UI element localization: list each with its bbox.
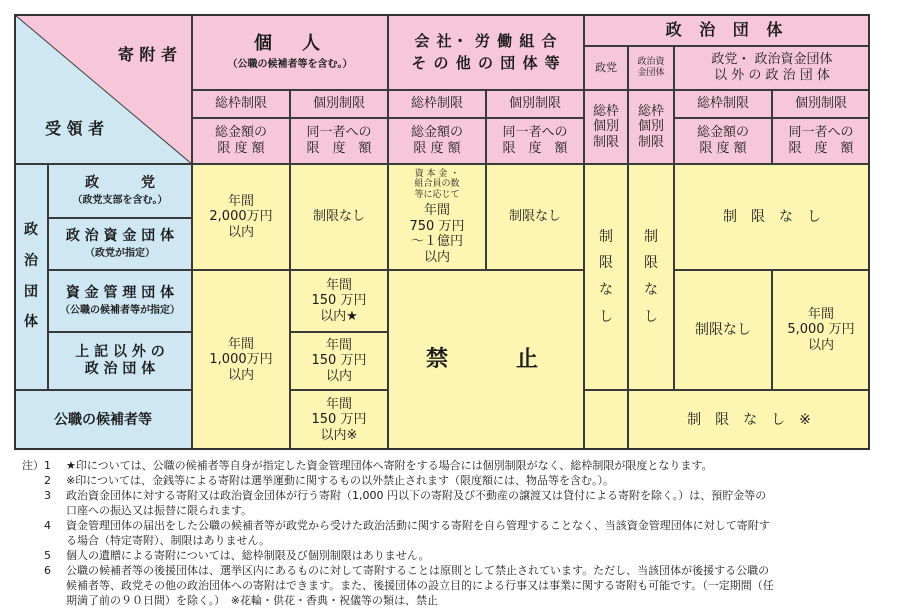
co-indiv-limit-header: 個別制限 xyxy=(486,90,584,118)
ind-same-person-header: 同一者への 限 度 額 xyxy=(290,118,388,164)
pol-total-limit-header: 総枠制限 xyxy=(674,90,772,118)
row-other-org: 上 記 以 外 の 政 治 団 体 xyxy=(48,332,192,390)
ind-total-amount-header: 総金額の 限 度 額 xyxy=(192,118,290,164)
row-party xyxy=(48,164,192,218)
row-mgmt-org-sub: （公職の候補者等が指定） xyxy=(60,304,180,316)
note-number: 6 xyxy=(44,564,51,577)
forbidden-cell: 禁 止 xyxy=(388,270,584,450)
ind-total-limit-header: 総枠制限 xyxy=(192,90,290,118)
note-3 xyxy=(22,488,882,518)
row-fund-org-sub: （政党が指定） xyxy=(85,247,155,259)
pol-indiv-limit-header: 個別制限 xyxy=(772,90,870,118)
party-total-indiv-header: 総枠 個別 制限 xyxy=(584,90,628,164)
note-text: ※印については、金銭等による寄附は選挙運動に関するもの以外禁止されます（限度額には、物品等を含む。）。 xyxy=(66,474,614,487)
diagonal-split xyxy=(15,15,192,164)
row-mgmt-org-label: 資 金 管 理 団 体 xyxy=(65,285,175,302)
row-candidate: 公職の候補者等 xyxy=(14,390,192,450)
fund-col-nolimit: 制 限 な し xyxy=(628,164,674,390)
ind-total-ab: 年間 2,000万円 以内 xyxy=(192,164,290,270)
row-fund-org xyxy=(48,218,192,270)
ind-same-other: 年間 150 万円 以内 xyxy=(290,332,388,390)
other-pol-header: 政党・ 政治資金団体 以 外 の 政 治 団 体 xyxy=(674,46,870,90)
note-2 xyxy=(22,473,882,488)
individual-title: 個 人 xyxy=(254,33,326,55)
pol-total-cd: 制限なし xyxy=(674,270,772,390)
note-text: 資金管理団体の届出をした公職の候補者等が政党から受けた政治活動に関する寄附を自ら管理することなく、当該資金管理団体に対して寄附す る場合（特定寄附）、制限はありません。 xyxy=(66,519,770,547)
note-text: 公職の候補者等の後援団体は、選挙区内にあるものに対して寄附することは原則として禁止されています。ただし、当該団体が後援する公職の 候補者等、政党その他の政治団体への寄附はできます。また、後援団体の設立目的による行事又は事業に関する寄附も可能です。（一定期間（任 期満了前の９０日間）を除く。） ※花輪・供花・香典・祝儀等の類は、禁止 xyxy=(66,564,774,607)
ind-same-candidate: 年間 150 万円 以内※ xyxy=(290,390,388,450)
note-6 xyxy=(22,563,882,608)
note-text: ★印については、公職の候補者等自身が指定した資金管理団体へ寄附をする場合には個別制限がなく、総枠制限が限度となります。 xyxy=(66,459,713,472)
individual-subtitle: （公職の候補者等を含む。） xyxy=(227,58,353,70)
row-party-label: 政 党 xyxy=(85,175,155,192)
capital-note: 資 本 金 ・ 組合員の数 等に応じて xyxy=(414,168,460,201)
note-text: 政治資金団体に対する寄附又は政治資金団体が行う寄附（1,000 円以下の寄附及び不動産の譲渡又は貸付による寄附を除く。）は、預貯金等の 口座への振込又は振替に限られます。 xyxy=(66,489,767,517)
co-total-limit-header: 総枠制限 xyxy=(388,90,486,118)
fund-org-header: 政治資 金団体 xyxy=(628,46,674,90)
notes xyxy=(22,458,882,608)
pol-same-person-header: 同一者への 限 度 額 xyxy=(772,118,870,164)
company-header: 会 社・ 労 働 組 合 そ の 他 の 団 体 等 xyxy=(388,14,584,90)
political-group-column: 政 治 団 体 xyxy=(14,164,48,390)
note-number: 4 xyxy=(44,519,51,532)
pol-indiv-cd: 年間 5,000 万円 以内 xyxy=(772,270,870,390)
ind-indiv-limit-header: 個別制限 xyxy=(290,90,388,118)
party-col-nolimit: 制 限 な し xyxy=(584,164,628,390)
notes-prefix: 注） xyxy=(22,459,44,472)
corp-total-ab xyxy=(388,164,486,270)
pol-total-amount-header: 総金額の 限 度 額 xyxy=(674,118,772,164)
co-same-person-header: 同一者への 限 度 額 xyxy=(486,118,584,164)
row-party-sub: （政党支部を含む。） xyxy=(72,194,168,206)
corp-same-ab: 制限なし xyxy=(486,164,584,270)
co-total-amount-header: 総金額の 限 度 額 xyxy=(388,118,486,164)
individual-header xyxy=(192,14,388,90)
fund-total-indiv-header: 総枠 個別 制限 xyxy=(628,90,674,164)
corner-header xyxy=(14,14,192,164)
note-number: 1 xyxy=(44,459,51,472)
note-text: 個人の遺贈による寄附については、総枠制限及び個別制限はありません。 xyxy=(66,549,430,562)
note-number: 3 xyxy=(44,489,51,502)
ind-same-mgmt: 年間 150 万円 以内★ xyxy=(290,270,388,332)
candidate-row-blank xyxy=(584,390,628,450)
recipient-label: 受 領 者 xyxy=(45,119,105,138)
donor-label: 寄 附 者 xyxy=(117,45,177,64)
corp-amount: 年間 750 万円 ～１億円 以内 xyxy=(409,203,465,265)
party-header: 政党 xyxy=(584,46,628,90)
pol-candidate-nolimit: 制 限 な し ※ xyxy=(628,390,870,450)
row-fund-org-label: 政 治 資 金 団 体 xyxy=(65,228,175,245)
note-number: 5 xyxy=(44,549,51,562)
ind-same-ab: 制限なし xyxy=(290,164,388,270)
note-number: 2 xyxy=(44,474,51,487)
ind-total-cde: 年間 1,000万円 以内 xyxy=(192,270,290,450)
note-4 xyxy=(22,518,882,548)
row-mgmt-org xyxy=(48,270,192,332)
note-5 xyxy=(22,548,882,563)
note-1 xyxy=(22,458,882,473)
pol-ab-nolimit: 制 限 な し xyxy=(674,164,870,270)
polgroups-header: 政 治 団 体 xyxy=(584,14,870,46)
